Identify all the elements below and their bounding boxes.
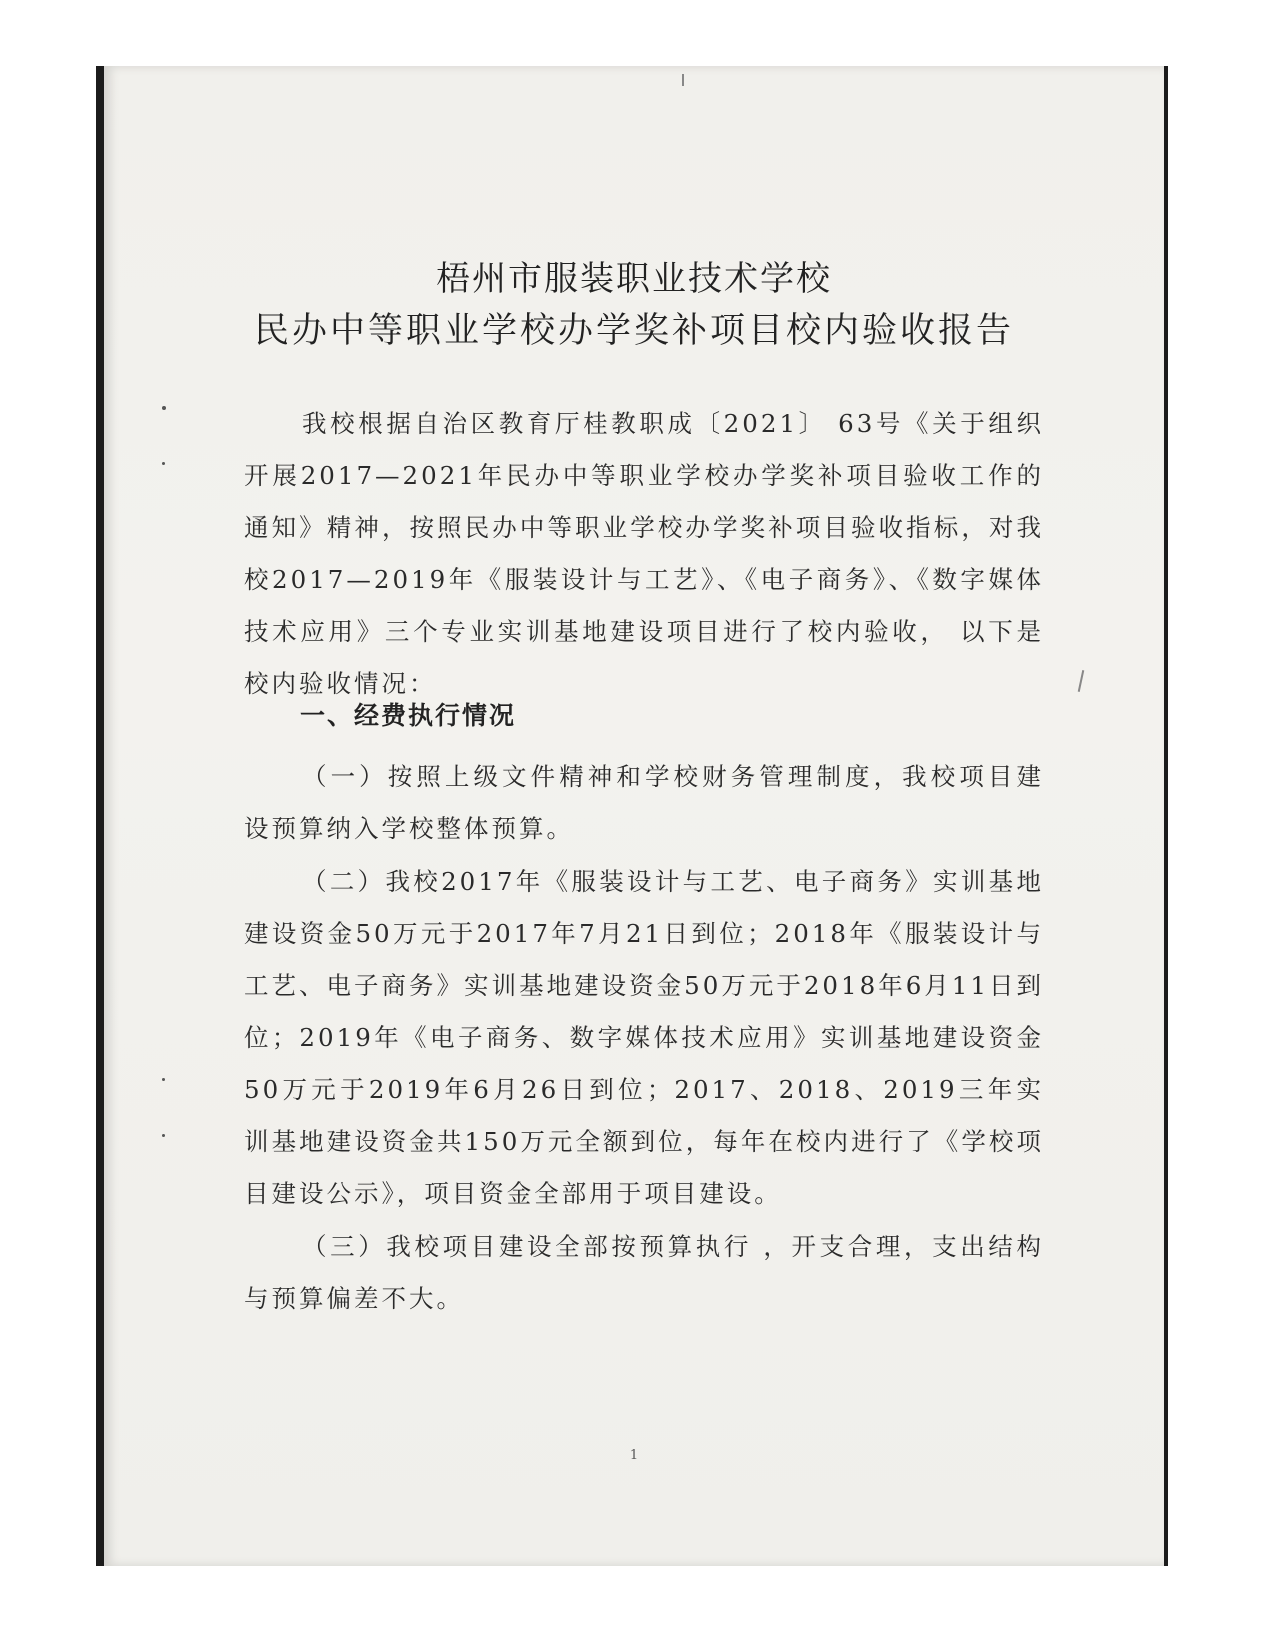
page-number: 1: [629, 1448, 639, 1463]
document-title-line-2: 民办中等职业学校办学奖补项目校内验收报告: [253, 311, 1014, 351]
section-heading-funding: 一、经费执行情况: [300, 701, 517, 730]
document-title-line-1: 梧州市服装职业技术学校: [436, 259, 832, 299]
section-item-3: （三）我校项目建设全部按预算执行 ，开支合理，支出结构与预算偏差不大。: [244, 1232, 1044, 1313]
scan-speck: [162, 406, 166, 410]
scan-speck: [162, 1134, 165, 1137]
document-page: [104, 66, 1164, 1566]
intro-paragraph: 我校根据自治区教育厅桂教职成〔2021〕 63号《关于组织开展2017—2021年民办中等职业学校办学奖补项目验收工作的通知》精神，按照民办中等职业学校办学奖补项目验收指标，对我校2017—2019年《服装设计与工艺》、《电子商务》、《数字媒体技术应用》三个专业实训基地建设项目进行了校内验收， 以下是校内验收情况：: [244, 409, 1044, 698]
scan-speck: [162, 462, 165, 465]
scan-mark: [682, 74, 684, 86]
scan-speck: [162, 1078, 165, 1081]
section-item-2: （二）我校2017年《服装设计与工艺、电子商务》实训基地建设资金50万元于2017年7月21日到位；2018年《服装设计与工艺、电子商务》实训基地建设资金50万元于2018年6月11日到位；2019年《电子商务、数字媒体技术应用》实训基地建设资金50万元于2019年6月26日到位；2017、2018、2019三年实训基地建设资金共150万元全额到位，每年在校内进行了《学校项目建设公示》，项目资金全部用于项目建设。: [244, 867, 1044, 1208]
section-item-1: （一）按照上级文件精神和学校财务管理制度，我校项目建设预算纳入学校整体预算。: [244, 762, 1044, 843]
